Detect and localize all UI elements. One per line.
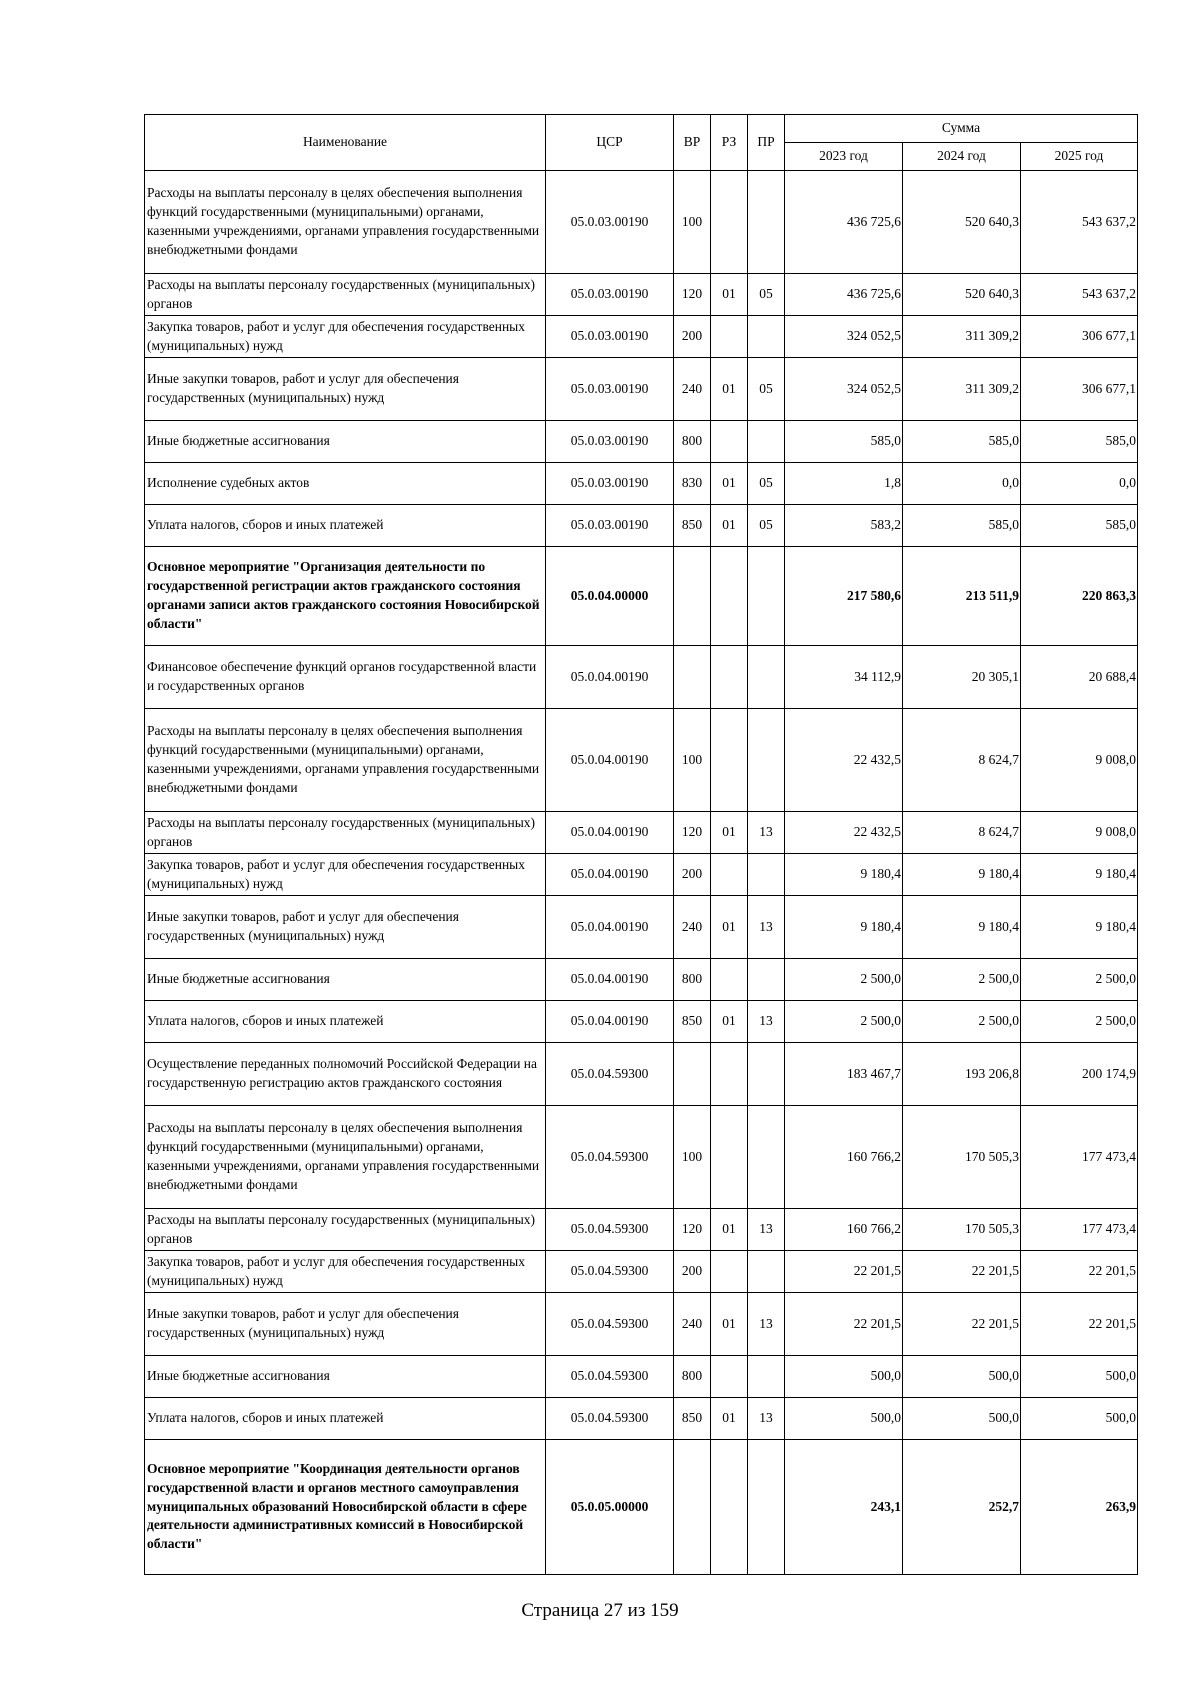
row-name: Закупка товаров, работ и услуг для обеспечения государственных (муниципальных) нужд <box>145 1251 546 1293</box>
row-name: Иные закупки товаров, работ и услуг для обеспечения государственных (муниципальных) нужд <box>145 358 546 421</box>
table-row <box>145 646 1138 709</box>
row-name: Иные закупки товаров, работ и услуг для обеспечения государственных (муниципальных) нужд <box>145 896 546 959</box>
row-vr <box>674 1440 711 1575</box>
table-row <box>145 316 1138 358</box>
row-rz <box>711 547 748 646</box>
row-pr: 13 <box>748 1001 785 1043</box>
row-rz <box>711 709 748 812</box>
row-sum-2024: 500,0 <box>903 1356 1021 1398</box>
row-sum-2025: 585,0 <box>1021 505 1138 547</box>
row-rz: 01 <box>711 274 748 316</box>
row-sum-2025: 20 688,4 <box>1021 646 1138 709</box>
row-pr: 05 <box>748 358 785 421</box>
table-row <box>145 1251 1138 1293</box>
row-sum-2023: 9 180,4 <box>785 854 903 896</box>
row-rz <box>711 1251 748 1293</box>
row-rz <box>711 959 748 1001</box>
row-vr: 100 <box>674 171 711 274</box>
row-rz: 01 <box>711 812 748 854</box>
row-sum-2024: 311 309,2 <box>903 316 1021 358</box>
row-vr: 100 <box>674 709 711 812</box>
row-vr: 800 <box>674 1356 711 1398</box>
row-pr: 13 <box>748 1209 785 1251</box>
row-sum-2024: 170 505,3 <box>903 1106 1021 1209</box>
row-vr: 800 <box>674 421 711 463</box>
header-vr: ВР <box>674 115 711 171</box>
table-row <box>145 854 1138 896</box>
row-sum-2025: 543 637,2 <box>1021 171 1138 274</box>
row-pr: 13 <box>748 1398 785 1440</box>
row-sum-2024: 585,0 <box>903 505 1021 547</box>
row-csr: 05.0.04.00190 <box>546 709 674 812</box>
row-rz: 01 <box>711 358 748 421</box>
row-csr: 05.0.04.59300 <box>546 1209 674 1251</box>
row-sum-2024: 22 201,5 <box>903 1251 1021 1293</box>
table-row <box>145 896 1138 959</box>
row-vr: 850 <box>674 1398 711 1440</box>
row-sum-2025: 0,0 <box>1021 463 1138 505</box>
header-name: Наименование <box>145 115 546 171</box>
row-sum-2024: 2 500,0 <box>903 1001 1021 1043</box>
row-rz: 01 <box>711 1398 748 1440</box>
row-name: Иные бюджетные ассигнования <box>145 421 546 463</box>
table-body <box>145 171 1138 1575</box>
row-pr <box>748 709 785 812</box>
row-name: Уплата налогов, сборов и иных платежей <box>145 505 546 547</box>
page-number: Страница 27 из 159 <box>521 1600 679 1621</box>
row-sum-2024: 585,0 <box>903 421 1021 463</box>
row-csr: 05.0.04.00190 <box>546 812 674 854</box>
row-csr: 05.0.03.00190 <box>546 463 674 505</box>
row-rz <box>711 1440 748 1575</box>
table-row <box>145 358 1138 421</box>
row-sum-2025: 500,0 <box>1021 1398 1138 1440</box>
row-sum-2024: 520 640,3 <box>903 171 1021 274</box>
row-csr: 05.0.04.59300 <box>546 1043 674 1106</box>
row-sum-2025: 2 500,0 <box>1021 1001 1138 1043</box>
row-sum-2024: 213 511,9 <box>903 547 1021 646</box>
table-row <box>145 709 1138 812</box>
row-csr: 05.0.04.59300 <box>546 1356 674 1398</box>
row-name: Иные закупки товаров, работ и услуг для обеспечения государственных (муниципальных) нужд <box>145 1293 546 1356</box>
row-rz <box>711 854 748 896</box>
row-pr <box>748 171 785 274</box>
row-sum-2025: 177 473,4 <box>1021 1209 1138 1251</box>
row-name: Расходы на выплаты персоналу в целях обеспечения выполнения функций государственными (муниципальными) органами, казенными учреждениями, органами управления государственными внебюджетными фондами <box>145 1106 546 1209</box>
row-sum-2025: 9 180,4 <box>1021 854 1138 896</box>
row-rz <box>711 316 748 358</box>
row-name: Иные бюджетные ассигнования <box>145 959 546 1001</box>
row-sum-2025: 500,0 <box>1021 1356 1138 1398</box>
row-pr <box>748 1356 785 1398</box>
row-vr: 200 <box>674 316 711 358</box>
row-name: Расходы на выплаты персоналу государственных (муниципальных) органов <box>145 812 546 854</box>
row-sum-2025: 9 180,4 <box>1021 896 1138 959</box>
table-row <box>145 505 1138 547</box>
row-name: Уплата налогов, сборов и иных платежей <box>145 1398 546 1440</box>
row-sum-2023: 217 580,6 <box>785 547 903 646</box>
row-sum-2025: 306 677,1 <box>1021 358 1138 421</box>
row-sum-2025: 22 201,5 <box>1021 1293 1138 1356</box>
row-name: Расходы на выплаты персоналу в целях обеспечения выполнения функций государственными (муниципальными) органами, казенными учреждениями, органами управления государственными внебюджетными фондами <box>145 709 546 812</box>
row-sum-2023: 585,0 <box>785 421 903 463</box>
row-sum-2023: 34 112,9 <box>785 646 903 709</box>
row-sum-2024: 193 206,8 <box>903 1043 1021 1106</box>
row-vr: 800 <box>674 959 711 1001</box>
table-row <box>145 274 1138 316</box>
table-row <box>145 547 1138 646</box>
row-sum-2023: 436 725,6 <box>785 171 903 274</box>
row-vr: 200 <box>674 854 711 896</box>
row-csr: 05.0.04.00190 <box>546 896 674 959</box>
header-year-2025: 2025 год <box>1021 143 1138 171</box>
row-sum-2023: 22 201,5 <box>785 1251 903 1293</box>
row-sum-2023: 583,2 <box>785 505 903 547</box>
row-csr: 05.0.05.00000 <box>546 1440 674 1575</box>
row-sum-2025: 263,9 <box>1021 1440 1138 1575</box>
row-vr: 120 <box>674 812 711 854</box>
row-rz <box>711 421 748 463</box>
row-sum-2023: 183 467,7 <box>785 1043 903 1106</box>
row-csr: 05.0.03.00190 <box>546 171 674 274</box>
row-sum-2024: 520 640,3 <box>903 274 1021 316</box>
row-sum-2023: 160 766,2 <box>785 1209 903 1251</box>
row-vr <box>674 1043 711 1106</box>
row-pr <box>748 646 785 709</box>
row-rz <box>711 646 748 709</box>
row-sum-2023: 324 052,5 <box>785 316 903 358</box>
row-csr: 05.0.04.59300 <box>546 1398 674 1440</box>
row-csr: 05.0.03.00190 <box>546 358 674 421</box>
row-name: Закупка товаров, работ и услуг для обеспечения государственных (муниципальных) нужд <box>145 316 546 358</box>
table-row <box>145 1440 1138 1575</box>
table-row <box>145 959 1138 1001</box>
table-header <box>145 115 1138 171</box>
row-sum-2023: 324 052,5 <box>785 358 903 421</box>
row-name: Финансовое обеспечение функций органов государственной власти и государственных органов <box>145 646 546 709</box>
row-pr <box>748 1043 785 1106</box>
row-pr <box>748 547 785 646</box>
row-name: Уплата налогов, сборов и иных платежей <box>145 1001 546 1043</box>
row-sum-2023: 243,1 <box>785 1440 903 1575</box>
row-rz <box>711 171 748 274</box>
row-csr: 05.0.03.00190 <box>546 316 674 358</box>
row-csr: 05.0.04.00190 <box>546 646 674 709</box>
row-sum-2023: 436 725,6 <box>785 274 903 316</box>
row-sum-2024: 170 505,3 <box>903 1209 1021 1251</box>
row-sum-2024: 2 500,0 <box>903 959 1021 1001</box>
row-rz: 01 <box>711 1209 748 1251</box>
row-csr: 05.0.04.00190 <box>546 959 674 1001</box>
row-sum-2024: 500,0 <box>903 1398 1021 1440</box>
row-rz: 01 <box>711 1001 748 1043</box>
row-rz: 01 <box>711 463 748 505</box>
row-rz <box>711 1043 748 1106</box>
row-vr: 120 <box>674 274 711 316</box>
row-pr <box>748 1440 785 1575</box>
row-rz <box>711 1106 748 1209</box>
row-csr: 05.0.04.00000 <box>546 547 674 646</box>
row-sum-2024: 9 180,4 <box>903 854 1021 896</box>
row-vr: 830 <box>674 463 711 505</box>
table-row <box>145 463 1138 505</box>
row-csr: 05.0.04.59300 <box>546 1293 674 1356</box>
row-pr: 13 <box>748 812 785 854</box>
row-sum-2023: 2 500,0 <box>785 1001 903 1043</box>
row-pr: 13 <box>748 1293 785 1356</box>
header-rz: РЗ <box>711 115 748 171</box>
header-year-2024: 2024 год <box>903 143 1021 171</box>
row-csr: 05.0.03.00190 <box>546 505 674 547</box>
row-pr <box>748 854 785 896</box>
row-rz <box>711 1356 748 1398</box>
row-sum-2023: 22 201,5 <box>785 1293 903 1356</box>
row-sum-2024: 8 624,7 <box>903 709 1021 812</box>
row-name: Основное мероприятие "Координация деятельности органов государственной власти и органов местного самоуправления муниципальных образований Новосибирской области в сфере деятельности административных комиссий в Новосибирской области" <box>145 1440 546 1575</box>
row-name: Основное мероприятие "Организация деятельности по государственной регистрации актов гражданского состояния органами записи актов гражданского состояния Новосибирской области" <box>145 547 546 646</box>
row-sum-2024: 22 201,5 <box>903 1293 1021 1356</box>
row-pr <box>748 959 785 1001</box>
row-name: Осуществление переданных полномочий Российской Федерации на государственную регистрацию актов гражданского состояния <box>145 1043 546 1106</box>
row-vr <box>674 646 711 709</box>
table-row <box>145 1209 1138 1251</box>
row-csr: 05.0.04.00190 <box>546 1001 674 1043</box>
row-sum-2024: 20 305,1 <box>903 646 1021 709</box>
row-sum-2023: 500,0 <box>785 1356 903 1398</box>
row-name: Расходы на выплаты персоналу государственных (муниципальных) органов <box>145 1209 546 1251</box>
row-pr: 05 <box>748 274 785 316</box>
table-row <box>145 421 1138 463</box>
row-rz: 01 <box>711 505 748 547</box>
header-sum: Сумма <box>785 115 1138 143</box>
row-sum-2024: 0,0 <box>903 463 1021 505</box>
row-pr <box>748 1106 785 1209</box>
row-pr <box>748 1251 785 1293</box>
row-vr: 120 <box>674 1209 711 1251</box>
row-vr: 240 <box>674 896 711 959</box>
row-sum-2023: 22 432,5 <box>785 709 903 812</box>
row-sum-2024: 311 309,2 <box>903 358 1021 421</box>
row-csr: 05.0.03.00190 <box>546 274 674 316</box>
row-sum-2025: 200 174,9 <box>1021 1043 1138 1106</box>
row-name: Иные бюджетные ассигнования <box>145 1356 546 1398</box>
row-name: Исполнение судебных актов <box>145 463 546 505</box>
row-csr: 05.0.04.59300 <box>546 1106 674 1209</box>
row-sum-2025: 2 500,0 <box>1021 959 1138 1001</box>
header-year-2023: 2023 год <box>785 143 903 171</box>
row-vr: 100 <box>674 1106 711 1209</box>
row-sum-2024: 252,7 <box>903 1440 1021 1575</box>
row-csr: 05.0.04.00190 <box>546 854 674 896</box>
row-csr: 05.0.04.59300 <box>546 1251 674 1293</box>
table-row <box>145 1293 1138 1356</box>
row-pr <box>748 421 785 463</box>
row-sum-2025: 306 677,1 <box>1021 316 1138 358</box>
row-csr: 05.0.03.00190 <box>546 421 674 463</box>
row-sum-2023: 2 500,0 <box>785 959 903 1001</box>
table-row <box>145 1398 1138 1440</box>
table-row <box>145 1356 1138 1398</box>
row-sum-2023: 500,0 <box>785 1398 903 1440</box>
row-name: Расходы на выплаты персоналу государственных (муниципальных) органов <box>145 274 546 316</box>
row-name: Закупка товаров, работ и услуг для обеспечения государственных (муниципальных) нужд <box>145 854 546 896</box>
table-row <box>145 1043 1138 1106</box>
table-row <box>145 1106 1138 1209</box>
row-pr <box>748 316 785 358</box>
row-sum-2025: 220 863,3 <box>1021 547 1138 646</box>
row-sum-2025: 585,0 <box>1021 421 1138 463</box>
row-rz: 01 <box>711 896 748 959</box>
header-csr: ЦСР <box>546 115 674 171</box>
row-sum-2023: 22 432,5 <box>785 812 903 854</box>
row-sum-2025: 177 473,4 <box>1021 1106 1138 1209</box>
row-vr: 240 <box>674 358 711 421</box>
row-vr: 240 <box>674 1293 711 1356</box>
table-row <box>145 171 1138 274</box>
row-pr: 05 <box>748 505 785 547</box>
row-vr: 850 <box>674 1001 711 1043</box>
budget-table <box>144 114 1138 1575</box>
table-row <box>145 1001 1138 1043</box>
row-sum-2025: 9 008,0 <box>1021 812 1138 854</box>
row-vr: 200 <box>674 1251 711 1293</box>
row-vr: 850 <box>674 505 711 547</box>
row-sum-2023: 9 180,4 <box>785 896 903 959</box>
row-rz: 01 <box>711 1293 748 1356</box>
table-row <box>145 812 1138 854</box>
row-pr: 13 <box>748 896 785 959</box>
row-sum-2023: 160 766,2 <box>785 1106 903 1209</box>
row-sum-2024: 9 180,4 <box>903 896 1021 959</box>
row-sum-2025: 9 008,0 <box>1021 709 1138 812</box>
row-sum-2023: 1,8 <box>785 463 903 505</box>
row-name: Расходы на выплаты персоналу в целях обеспечения выполнения функций государственными (муниципальными) органами, казенными учреждениями, органами управления государственными внебюджетными фондами <box>145 171 546 274</box>
row-sum-2024: 8 624,7 <box>903 812 1021 854</box>
row-sum-2025: 22 201,5 <box>1021 1251 1138 1293</box>
row-pr: 05 <box>748 463 785 505</box>
row-vr <box>674 547 711 646</box>
row-sum-2025: 543 637,2 <box>1021 274 1138 316</box>
header-pr: ПР <box>748 115 785 171</box>
